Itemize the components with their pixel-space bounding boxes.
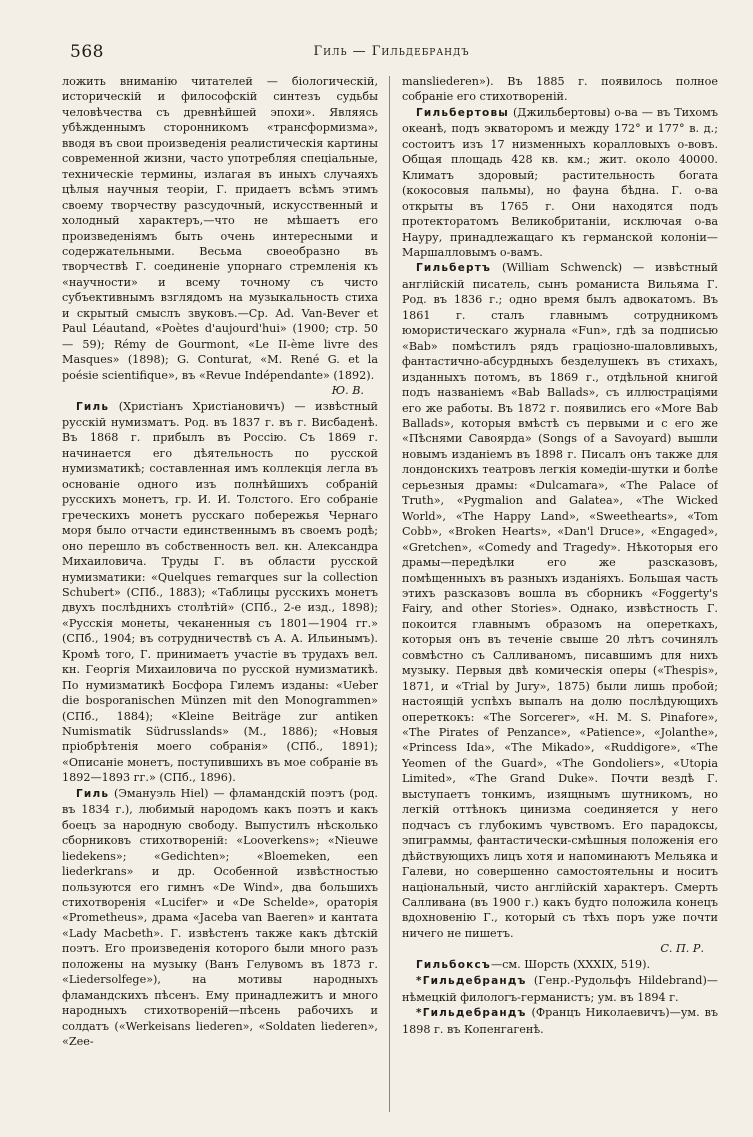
running-head: Гиль — Гильдебрандъ xyxy=(313,44,470,59)
entry-gil-poet xyxy=(62,786,378,1050)
entry-gilboks xyxy=(402,957,718,973)
entry-text: (William Schwenck) — извѣстный англійскій писатель, сынъ романиста Вильяма Г. Род. въ 1836 г.; одно время былъ адвокатомъ. Въ 1861 г. сталъ главнымъ сотрудникомъ юмористическаго журнала «Fun», гдѣ за подписью «Bab» помѣстилъ рядъ граціозно-шаловливыхъ, фантастично-абсурдныхъ безделушекъ въ стихахъ, изданныхъ потомъ, въ 1869 г., отдѣльной книгой подъ названіемъ «Bab Ballads», съ иллюстраціями его же работы. Въ 1872 г. появились его «More Bab Ballads», которыя вмѣстѣ съ первыми и с его же «Пѣснями Савоярда» (Songs of a Savoyard) вышли новымъ изданіемъ въ 1898 г. Писалъ онъ также для лондонскихъ театровъ легкія комедіи-шутки и болѣе серьезныя драмы: «Dulcamara», «The Palace of Truth», «Pygmalion and Galatea», «The Wicked World», «The Happy Land», «Sweethearts», «Tom Cobb», «Broken Hearts», «Dan'l Druce», «Engaged», «Gretchen», «Comedy and Tragedy». Нѣкоторыя его драмы—передѣлки его же разсказовъ, помѣщенныхъ въ разныхъ изданіяхъ. Большая часть этихъ разсказовъ вошла въ сборникъ «Foggerty's Fairy, and other Stories». Однако, извѣстность Г. покоится главнымъ образомъ на опереткахъ, которыя онъ въ теченіе свыше 20 лѣтъ сочинялъ совмѣстно съ Салливаномъ, писавшимъ для нихъ музыку. Первыя двѣ комическія оперы («Thespis», 1871, и «Trial by Jury», 1875) были лишь пробой; настоящій успѣхъ выпалъ на долю послѣдующихъ опереткокъ: «The Sorcerer», «H. M. S. Pinafore», «The Pirates of Penzance», «Patience», «Jolanthe», «Princess Ida», «The Mikado», «Ruddigore», «The Yeomen of the Guard», «The Gondoliers», «Utopia Limited», «The Grand Duke». Почти вездѣ Г. выступаетъ тонкимъ, изящнымъ шутникомъ, но легкій оттѣнокъ цинизма соединяется у него подчасъ съ глубокимъ чувствомъ. Его парадоксы, эпиграммы, фантастически-смѣшныя положенія его дѣйствующихъ лицъ хотя и напоминаютъ Мельяка и Галеви, но совершенно самостоятельны и носитъ національный, чисто англійскій характеръ. Смерть Салливана (въ 1900 г.) какъ будто положила конецъ вдохновенію Г., который съ тѣхъ поръ уже почти ничего не пишетъ. xyxy=(402,261,718,940)
right-column xyxy=(402,74,718,1114)
entry-text: (Францъ Николаевичъ)—ум. въ 1898 г. въ Копенгагенѣ. xyxy=(402,1006,718,1036)
entry-headword: *Гильдебрандъ xyxy=(416,1007,527,1020)
entry-headword: Гильбертъ xyxy=(416,262,492,275)
entry-headword: Гиль xyxy=(76,787,110,800)
entry-headword: Гиль xyxy=(76,400,110,413)
entry-gil-numismatist xyxy=(62,399,378,786)
page-header xyxy=(70,42,713,66)
entry-text: (Христіанъ Христіановичъ) — извѣстный русскій нумизматъ. Род. въ 1837 г. въ г. Висбаденѣ. Въ 1868 г. прибылъ въ Россію. Съ 1869 г. начинается его дѣятельность по русской нумизматикѣ; составленная имъ коллекція легла въ основаніе одного изъ полнѣйшихъ собраній русскихъ монетъ, гр. И. И. Толстого. Его собраніе греческихъ монетъ русскаго побережья Чернаго моря было отчасти единственнымъ въ своемъ родѣ; оно перешло въ собственность вел. кн. Александра Михаиловича. Труды Г. въ области русской нумизматики: «Quelques remarques sur la collection Schubert» (СПб., 1883); «Таблицы русскихъ монетъ двухъ послѣднихъ столѣтій» (СПб., 2-е изд., 1898); «Русскія монеты, чеканенныя съ 1801—1904 гг.» (СПб., 1904; въ сотрудничествѣ съ А. А. Ильинымъ). Кромѣ того, Г. принимаетъ участіе въ трудахъ вел. кн. Георгія Михаиловича по русской нумизматикѣ. По нумизматикѣ Босфора Гилемъ изданы: «Ueber die bosporanischen Münzen mit den Monogrammen» (СПб., 1884); «Kleine Beiträge zur antiken Numismatik Südrusslands» (М., 1886); «Новыя пріобрѣтенія моего собранія» (СПб., 1891); «Описаніе монетъ, поступившихъ въ мое собраніе въ 1892—1893 гг.» (СПб., 1896). xyxy=(62,399,378,785)
article-continuation: ложить вниманію читателей — біологическій, историческій и философскій синтезъ судьбы человѣчества съ древнѣйшей эпохи». Являясь убѣжденнымъ сторонникомъ «трансформизма», вводя въ свои произведенія реалистическія картины современной жизни, часто употребляя спеціальные, техническіе термины, излагая въ иныхъ случаяхъ цѣлыя научныя теоріи, Г. придаетъ всѣмъ этимъ своему творчеству разсудочный, искусственный и холодный характеръ,—что не мѣшаетъ его произведеніямъ быть очень интересными и содержательными. Весьма своеобразно въ творчествѣ Г. соединеніе упорнаго стремленія къ «научности» и всему точному съ чисто субъективнымъ взглядомъ на музыкальность стиха и скрытый смыслъ звуковъ.—Ср. Ad. Van-Bever et Paul Léautand, «Poètes d'aujourd'hui» (1900; стр. 50 — 59); Rémy de Gourmont, «Le II-ème livre des Masques» (1898); G. Conturat, «M. René G. et la poésie scientifique», въ «Revue Indépendante» (1892). xyxy=(62,75,378,382)
left-column xyxy=(62,74,378,1114)
entry-hildebrand-heinrich xyxy=(402,973,718,1005)
article-continuation: mansliederen»). Въ 1885 г. появилось полное собраніе его стихотвореній. xyxy=(402,75,718,104)
entry-headword: Гильбоксъ xyxy=(416,958,491,971)
entry-text: (Эмануэль Hiel) — фламандскій поэтъ (род. въ 1834 г.), любимый народомъ какъ поэтъ и какъ боецъ за народную свободу. Выпустилъ нѣсколько сборниковъ стихотвореній: «Looverkens»; «Nieuwe liedekens»; «Gedichten»; «Bloemeken, een liederkrans» и др. Особенной извѣстностью пользуются его гимнъ «De Wind», два большихъ стихотворенія «Lucifer» и «De Schelde», ораторія «Prometheus», драма «Jaceba van Baeren» и кантата «Lady Macbeth». Г. извѣстенъ также какъ дѣтскій поэтъ. Его произведенія которого были много разъ положены на музыку (Ванъ Гелувомъ въ 1873 г. «Liedersolfege»), на мотивы народныхъ фламандскихъ пѣсенъ. Ему принадлежитъ и много народныхъ стихотвореній—пѣсень рабочихъ и солдатъ («Werkeisans liederen», «Soldaten liederen», «Zee- xyxy=(62,786,378,1049)
article-columns xyxy=(62,74,718,1114)
author-signature: С. П. Р. xyxy=(660,942,704,956)
entry-gilbert xyxy=(402,260,718,941)
author-signature: Ю. В. xyxy=(331,384,364,398)
entry-headword: Гильбертовы xyxy=(416,106,509,119)
entry-text: (Генр.-Рудольфъ Hildebrand)—нѣмецкій филологъ-германистъ; ум. въ 1894 г. xyxy=(402,974,718,1004)
entry-text: (Джильбертовы) о-ва — въ Тихомъ океанѣ, подъ экваторомъ и между 172° и 177° в. д.; состоитъ изъ 17 низменныхъ коралловыхъ о-вовъ. Общая площадь 428 кв. км.; жит. около 40000. Климатъ здоровый; растительность богата (кокосовыя пальмы), но фауна бѣдна. Г. о-ва открыты въ 1765 г. Они находятся подъ протекторатомъ Великобританіи, исключая о-ва Науру, принадлежащаго къ германской колоніи—Маршалловымъ о-вамъ. xyxy=(402,105,718,259)
column-divider xyxy=(389,76,390,1112)
entry-hildebrand-franz xyxy=(402,1005,718,1037)
entry-text: —см. Шорсть (XXXIX, 519). xyxy=(490,957,651,971)
entry-headword: *Гильдебрандъ xyxy=(416,975,527,988)
page-number: 568 xyxy=(70,42,104,62)
entry-gilbert-islands xyxy=(402,105,718,261)
